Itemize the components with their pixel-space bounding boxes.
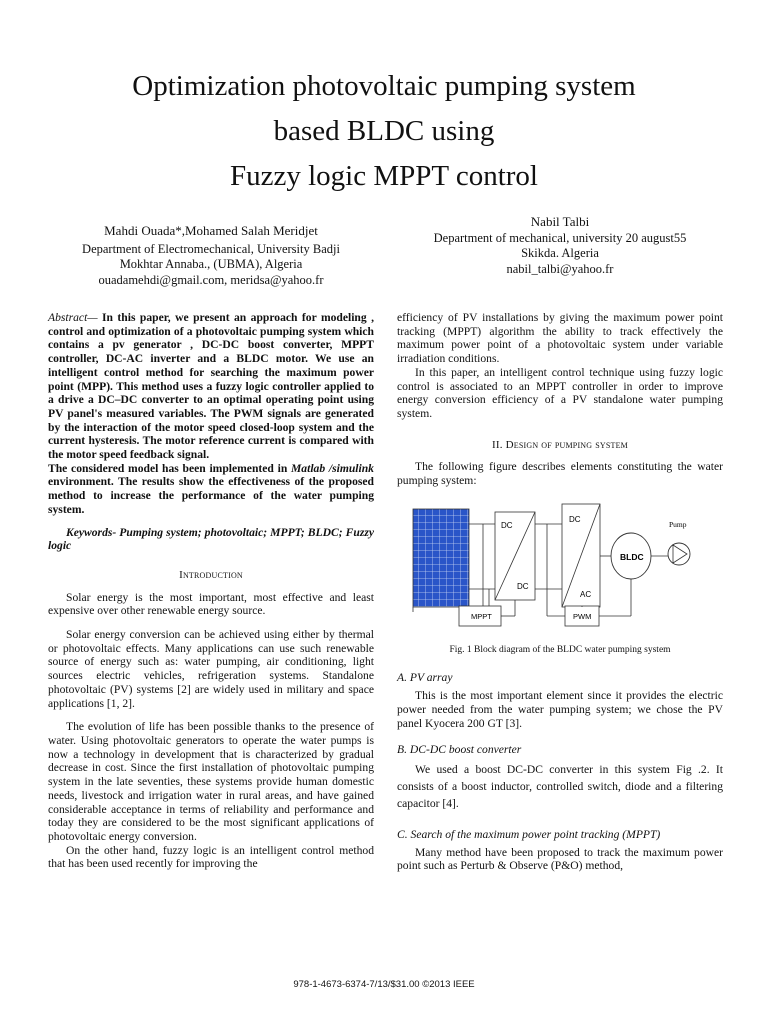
affiliation-left-1: Department of Electromechanical, University Badji	[82, 241, 340, 256]
abstract-matlab: Matlab /simulink	[291, 461, 374, 475]
ac-label: AC	[580, 589, 592, 599]
right-paragraph-2: In this paper, an intelligent control technique using fuzzy logic control is associated to an MPPT controller in order to improve energy conversion efficiency of a PV standalone water pumping system.	[397, 365, 723, 420]
title-line-2: based BLDC using	[273, 115, 495, 147]
author-block-left	[48, 223, 374, 288]
abstract-text: In this paper, we present an approach for modeling , control and optimization of a photovoltaic pumping system which contains a pv generator , DC-DC boost converter, MPPT controller, DC-AC inverter and a BLDC motor. We use an intelligent control method for searching the maximum power point (MPP). This method uses a fuzzy logic controller applied to a drive a DC–DC converter to an optimal operating point using PV panel's measured variables. The PWM signals are generated by the interaction of the motor speed closed-loop system and the current hysteresis. The motor reference current is compared with the motor speed feedback signal.	[48, 311, 374, 462]
affiliation-right-2: Skikda. Algeria	[521, 246, 599, 260]
abstract-label: Abstract—	[48, 311, 98, 324]
section-a-heading: A. PV array	[397, 671, 453, 685]
intro-heading: Introduction	[179, 568, 243, 581]
intro-paragraph-1: Solar energy is the most important, most effective and least expensive over other renewable energy source.	[48, 590, 374, 618]
email-left: ouadamehdi@gmail.com, meridsa@yahoo.fr	[98, 272, 324, 287]
left-column	[48, 311, 374, 871]
right-column	[397, 311, 723, 873]
right-paragraph-1: efficiency of PV installations by giving the maximum power point tracking (MPPT) algorithm the ability to track effectively the maximum power point of a photovoltaic system under variable irradiation conditions.	[397, 311, 723, 366]
author-names-left: Mahdi Ouada*,Mohamed Salah Meridjet	[104, 223, 318, 238]
pump-label: Pump	[669, 519, 687, 529]
title-line-1: Optimization photovoltaic pumping system	[132, 70, 636, 102]
figure-1-caption: Fig. 1 Block diagram of the BLDC water pumping system	[449, 644, 671, 655]
affiliation-left-2: Mokhtar Annaba., (UBMA), Algeria	[119, 257, 303, 271]
dc-label-top-right: DC	[569, 514, 581, 524]
bldc-label: BLDC	[620, 551, 644, 562]
email-right: nabil_talbi@yahoo.fr	[506, 261, 614, 276]
mppt-label: MPPT	[471, 611, 492, 621]
section-b-heading: B. DC-DC boost converter	[397, 743, 522, 757]
copyright-footer: 978-1-4673-6374-7/13/$31.00 ©2013 IEEE	[293, 979, 475, 990]
section-c-paragraph: Many method have been proposed to track the maximum power point such as Perturb & Observe (P&O) method,	[397, 845, 723, 873]
section-2-heading: II. Design of pumping system	[492, 438, 628, 451]
author-names-right: Nabil Talbi	[530, 214, 590, 229]
affiliation-right-1: Department of mechanical, university 20 august55	[433, 230, 687, 245]
pv-panel	[413, 509, 469, 607]
figure-1-block-diagram	[397, 494, 723, 634]
abstract-text-2a: The considered model has been implemented in	[48, 461, 291, 475]
title-line-3: Fuzzy logic MPPT control	[230, 160, 538, 192]
keywords: Keywords- Pumping system; photovoltaic; MPPT; BLDC; Fuzzy logic	[48, 525, 374, 553]
paper-title	[0, 64, 768, 199]
abstract-text-2b: environment. The results show the effectiveness of the proposed method to increase the performance of the water pumping system.	[48, 475, 374, 516]
intro-paragraph-3: The evolution of life has been possible thanks to the presence of water. Using photovoltaic generators to operate the water pumps is now a technology in development that is characterized by gradual decrease in cost. Since the first installation of photovoltaic pumping system in the late seventies, these systems provide human domestic needs, livestock and irrigation water in rural areas, and have gained considerable acceptance in terms of reliability and performance and today they are considered to be the most significant applications of photovoltaic energy conversion.	[48, 720, 374, 843]
section-b-paragraph: We used a boost DC-DC converter in this system Fig .2. It consists of a boost inductor, controlled switch, diode and a filtering capacitor [4].	[397, 762, 723, 810]
dc-label-bottom-left: DC	[517, 581, 529, 591]
right-paragraph-3: The following figure describes elements constituting the water pumping system:	[397, 460, 723, 488]
dc-label-top-left: DC	[501, 520, 513, 530]
intro-paragraph-4: On the other hand, fuzzy logic is an intelligent control method that has been used recently for improving the	[48, 843, 374, 871]
section-a-paragraph: This is the most important element since it provides the electric power needed from the water pumping system; we chose the PV panel Kyocera 200 GT [3].	[397, 689, 723, 730]
section-c-heading: C. Search of the maximum power point tracking (MPPT)	[397, 827, 661, 841]
block-diagram-svg	[397, 494, 723, 634]
pwm-label: PWM	[573, 611, 592, 621]
abstract	[48, 311, 374, 517]
author-block-right	[397, 214, 723, 277]
intro-paragraph-2: Solar energy conversion can be achieved using either by thermal or photovoltaic effects. Many applications can use such renewable source of energy such as: water pumping, air conditioning, light sources electric vehicles, refrigeration systems. Standalone photovoltaic (PV) systems [2] are widely used in military and space applications [1, 2].	[48, 628, 374, 710]
